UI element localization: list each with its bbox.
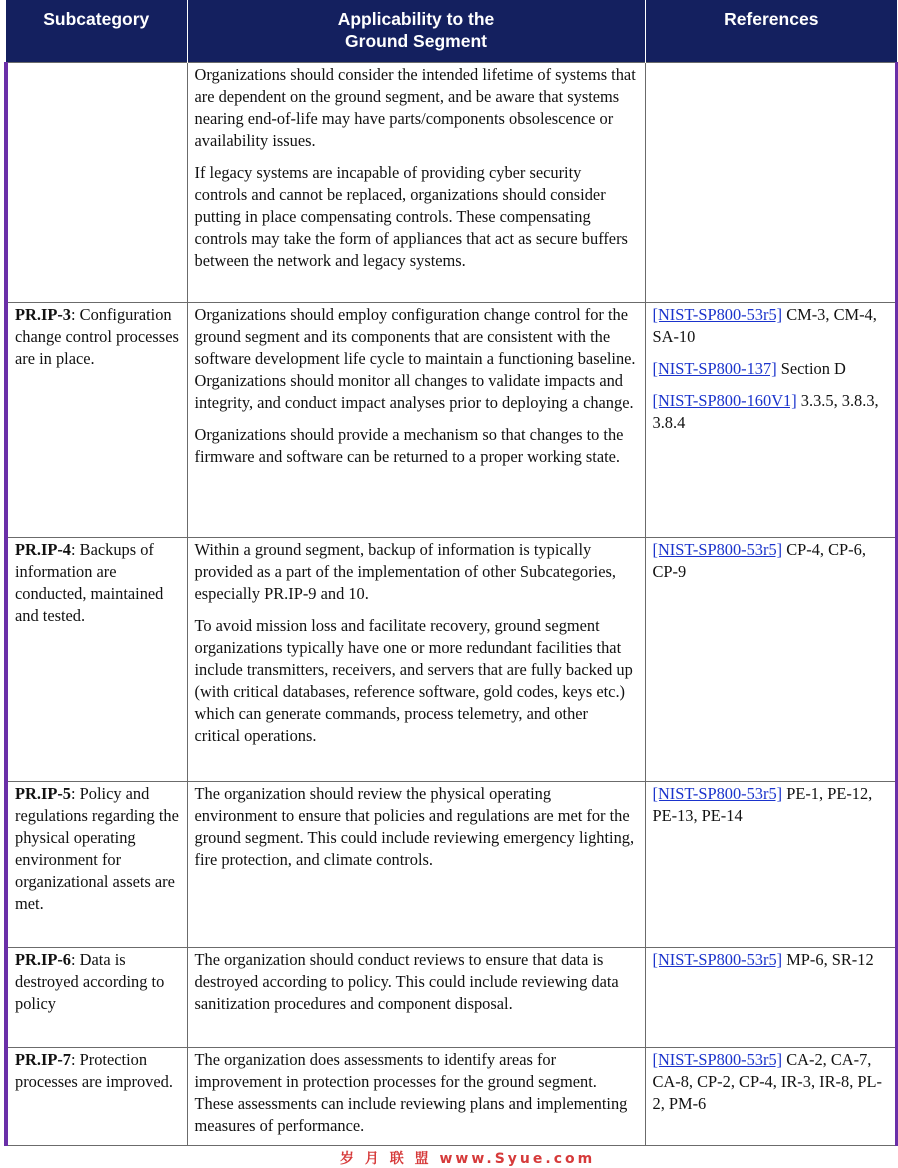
subcategory-id: PR.IP-3 [15, 305, 71, 324]
reference-controls: CA-2, CA-7, CA-8, CP-2, CP-4, IR-3, IR-8, PL-2, PM-6 [652, 1050, 882, 1113]
subcategory-cell [6, 1048, 187, 1146]
applicability-paragraph: If legacy systems are incapable of providing cyber security controls and cannot be replaced, organizations should consider putting in place compensating controls. These compensating controls may take the form of appliances that act as secure buffers between the network and legacy systems. [194, 163, 628, 270]
reference-entry [653, 358, 889, 380]
reference-link[interactable]: [NIST-SP800-137] [652, 359, 777, 378]
references-cell [645, 1048, 897, 1146]
references-cell [645, 63, 897, 303]
header-subcategory: Subcategory [6, 0, 187, 63]
table-row [6, 1048, 897, 1146]
reference-controls: CM-3, CM-4, SA-10 [652, 305, 877, 346]
subcategory-cell [6, 948, 187, 1048]
reference-controls: Section D [776, 359, 846, 378]
applicability-cell [187, 63, 645, 303]
applicability-paragraph: The organization should review the physical operating environment to ensure that policies and regulations are met for the ground segment. This could include reviewing emergency lighting, fire protection, and climate controls. [194, 784, 635, 869]
subcategory-cell [6, 63, 187, 303]
reference-entry [653, 390, 889, 434]
applicability-paragraph: Organizations should provide a mechanism so that changes to the firmware and software can be returned to a proper working state. [194, 425, 624, 466]
reference-entry [653, 539, 889, 583]
reference-controls: MP-6, SR-12 [782, 950, 874, 969]
reference-entry [653, 1049, 889, 1115]
table-header-row [6, 0, 897, 63]
subcategory-id: PR.IP-7 [15, 1050, 71, 1069]
subcategory-cell [6, 782, 187, 948]
reference-link[interactable]: [NIST-SP800-53r5] [652, 1050, 783, 1069]
header-references: References [645, 0, 897, 63]
reference-controls: PE-1, PE-12, PE-13, PE-14 [652, 784, 873, 825]
reference-link[interactable]: [NIST-SP800-53r5] [652, 784, 783, 803]
applicability-cell [187, 1048, 645, 1146]
table-row [6, 538, 897, 782]
subcategory-text: : Policy and regulations regarding the physical operating environment for organizational assets are met. [15, 784, 179, 913]
subcategory-id: PR.IP-5 [15, 784, 71, 803]
table-row [6, 63, 897, 303]
reference-entry [653, 949, 889, 971]
reference-link[interactable]: [NIST-SP800-160V1] [652, 391, 797, 410]
subcategory-cell [6, 303, 187, 538]
table-row [6, 948, 897, 1048]
reference-entry [653, 304, 889, 348]
applicability-cell [187, 782, 645, 948]
subcategory-text: : Configuration change control processes are in place. [15, 305, 179, 368]
reference-controls: 3.3.5, 3.8.3, 3.8.4 [652, 391, 879, 432]
subcategory-text: : Backups of information are conducted, maintained and tested. [15, 540, 164, 625]
references-cell [645, 538, 897, 782]
applicability-paragraph: The organization does assessments to identify areas for improvement in protection processes for the ground segment. These assessments can include reviewing plans and implementing measures of performance. [194, 1050, 628, 1135]
subcategory-cell [6, 538, 187, 782]
references-cell [645, 782, 897, 948]
references-cell [645, 948, 897, 1048]
applicability-paragraph: To avoid mission loss and facilitate recovery, ground segment organizations typically have one or more redundant facilities that include transmitters, receivers, and servers that are fully backed up (with critical databases, reference software, gold codes, keys etc.) which can generate commands, process telemetry, and other critical operations. [194, 616, 633, 745]
applicability-paragraph: Organizations should employ configuration change control for the ground segment and its components that are consistent with the software development life cycle to maintain a functioning baseline. Organizations should monitor all changes to validate impacts and integrity, and conduct impact analyses prior to deploying a change. [194, 305, 636, 412]
header-applicability: Applicability to the Ground Segment [187, 0, 645, 63]
applicability-cell [187, 303, 645, 538]
reference-link[interactable]: [NIST-SP800-53r5] [652, 950, 783, 969]
reference-controls: CP-4, CP-6, CP-9 [652, 540, 866, 581]
reference-link[interactable]: [NIST-SP800-53r5] [652, 305, 783, 324]
applicability-cell [187, 538, 645, 782]
applicability-cell [187, 948, 645, 1048]
table-row [6, 303, 897, 538]
applicability-paragraph: Organizations should consider the intended lifetime of systems that are dependent on the ground segment, and be aware that systems nearing end-of-life may have parts/components obsolescence or availability issues. [194, 65, 636, 150]
table-row [6, 782, 897, 948]
subcategory-id: PR.IP-4 [15, 540, 71, 559]
applicability-paragraph: Within a ground segment, backup of information is typically provided as a part of the implementation of other Subcategories, especially PR.IP-9 and 10. [194, 540, 616, 603]
ground-segment-table [4, 0, 898, 1146]
applicability-paragraph: The organization should conduct reviews to ensure that data is destroyed according to policy. This could include reviewing data sanitization procedures and component disposal. [194, 950, 619, 1013]
watermark: 岁 月 联 盟 www.Syue.com [340, 1151, 596, 1167]
reference-link[interactable]: [NIST-SP800-53r5] [652, 540, 783, 559]
references-cell [645, 303, 897, 538]
reference-entry [653, 783, 889, 827]
subcategory-text: : Data is destroyed according to policy [15, 950, 165, 1013]
subcategory-id: PR.IP-6 [15, 950, 71, 969]
subcategory-text: : Protection processes are improved. [15, 1050, 173, 1091]
